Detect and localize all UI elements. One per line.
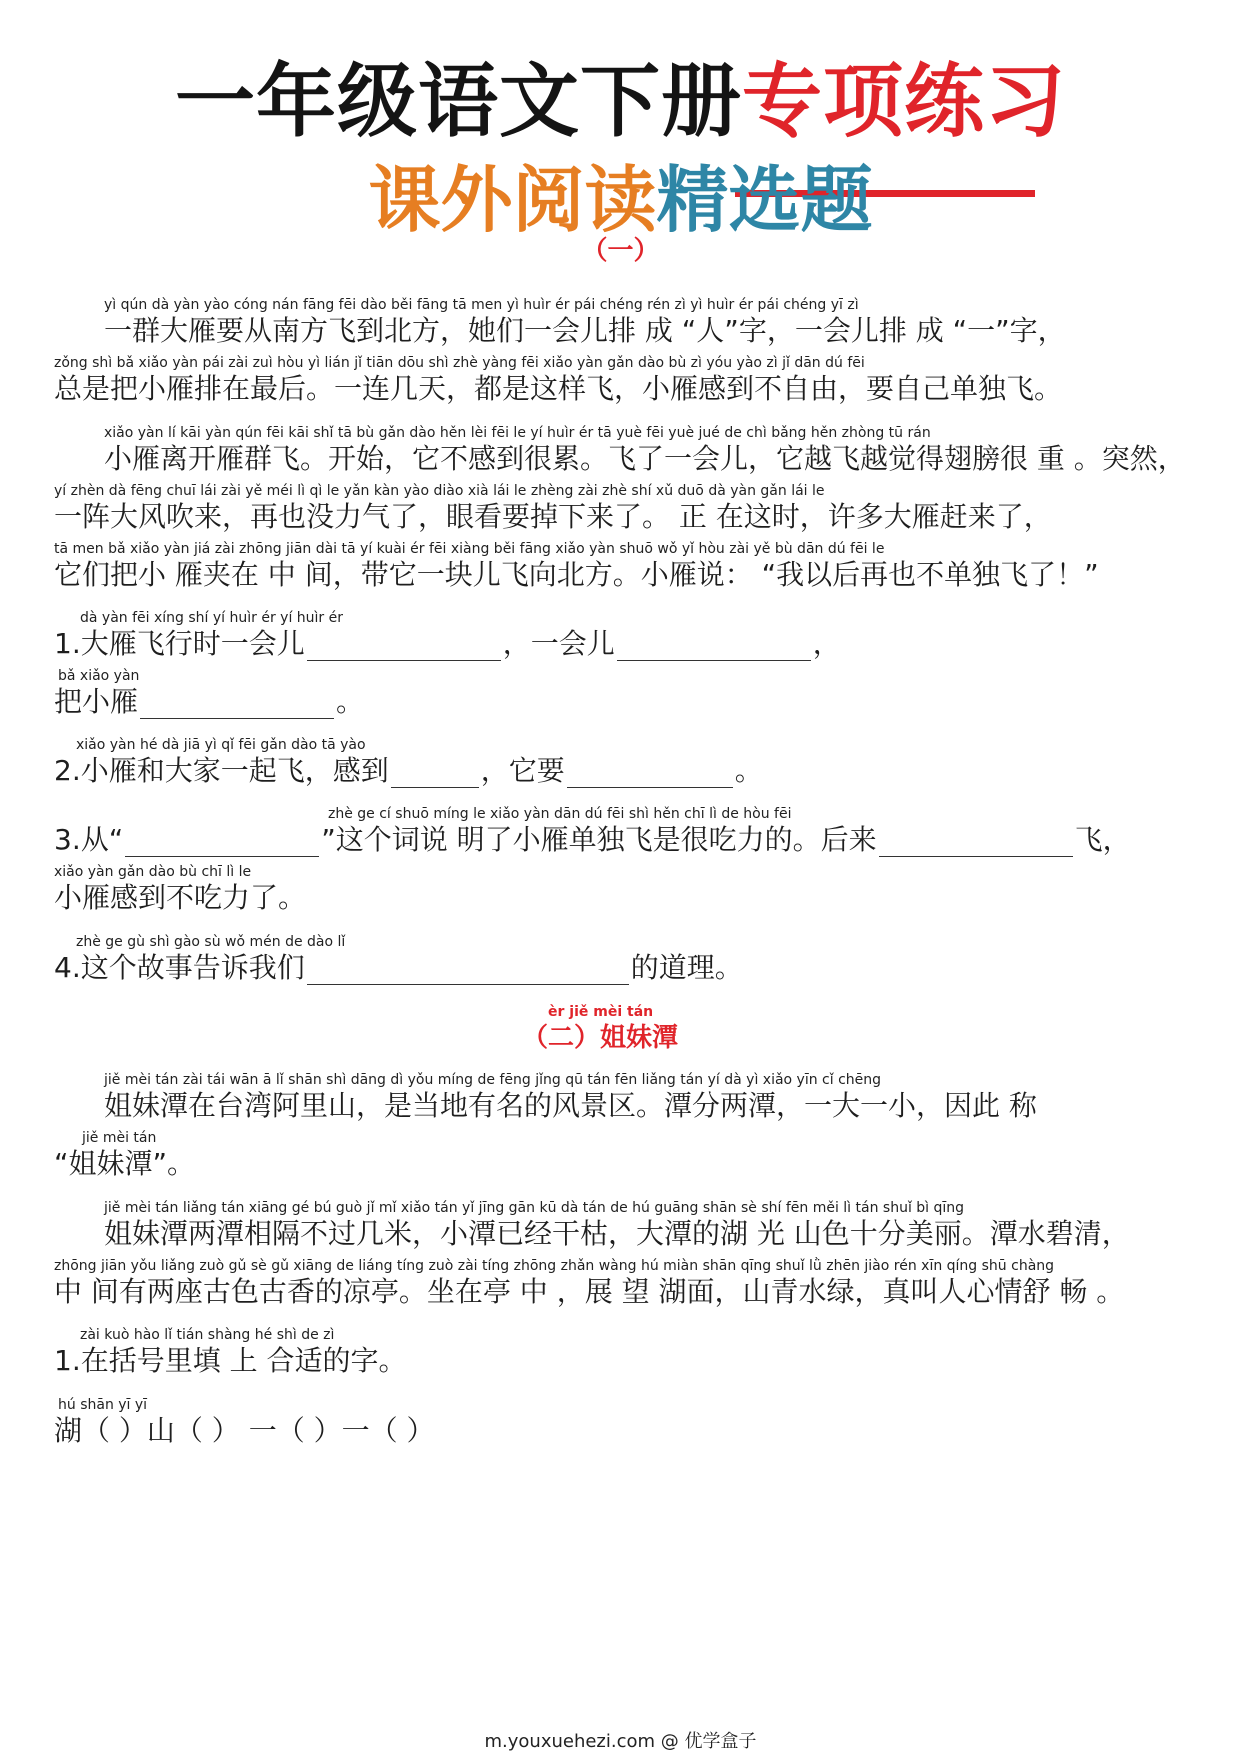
title-reading: 课外阅读 (368, 158, 657, 242)
pinyin: xiǎo yàn gǎn dào bù chī lì le (54, 864, 252, 880)
pinyin: zǒng shì bǎ xiǎo yàn pái zài zuì hòu yì lián jǐ tiān dōu shì zhè yàng fēi xiǎo yàn gǎn dào bù zì yóu yào zì jǐ dān dú fēi (54, 355, 865, 371)
footer-source: m.youxuehezi.com @ 优学盒子 (484, 1731, 757, 1752)
question-text: ，一会儿 (502, 627, 615, 660)
pinyin: yì qún dà yàn yào cóng nán fāng fēi dào běi fāng tā men yì huìr ér pái chéng rén zì yì huìr ér pái chéng yī zì (104, 297, 859, 313)
question-text: 把小雁 (54, 685, 139, 718)
text: 小雁离开雁群飞。开始，它不感到很累。飞了一会儿，它越飞越觉得翅膀很 重 。突然， (104, 442, 1186, 475)
question-text: ”这个词说 明了小雁单独飞是很吃力的。后来 (321, 823, 877, 856)
question-text: ， (812, 627, 841, 660)
question-text: 1.大雁飞行时一会儿 (54, 627, 305, 660)
question-text: ，它要 (480, 754, 565, 787)
text: 一群大雁要从南方飞到北方，她们一会儿排 成 “人”字，一会儿排 成 “一”字， (104, 314, 1066, 347)
question-text: 。 (336, 685, 365, 718)
text: 它们把小 雁夹在 中 间，带它一块儿飞向北方。小雁说： “我以后再也不单独飞了！” (54, 558, 1099, 591)
pinyin: xiǎo yàn hé dà jiā yì qǐ fēi gǎn dào tā yào (76, 737, 366, 753)
question-text: 3.从“ (54, 823, 124, 856)
pinyin: xiǎo yàn lí kāi yàn qún fēi kāi shǐ tā bù gǎn dào hěn lèi fēi le yí huìr ér tā yuè fēi yuè jué de chì bǎng hěn zhòng tū rán (104, 425, 931, 441)
question-text: 1.在括号里填 上 合适的字。 (54, 1344, 407, 1377)
title-selected: 精选题 (656, 158, 873, 242)
pinyin: zhōng jiān yǒu liǎng zuò gǔ sè gǔ xiāng de liáng tíng zuò zài tíng zhōng zhǎn wàng hú miàn shān qīng shuǐ lǜ zhēn jiào rén xīn qíng shū chàng (54, 1258, 1055, 1274)
text: “姐妹潭”。 (54, 1147, 196, 1180)
text: 总是把小雁排在最后。一连几天，都是这样飞，小雁感到不自由，要自己单独飞。 (54, 372, 1063, 405)
question-text: 飞， (1074, 823, 1131, 856)
pinyin: zhè ge gù shì gào sù wǒ mén de dào lǐ (76, 934, 346, 950)
section-1-heading: （一） (581, 236, 660, 266)
pinyin: zài kuò hào lǐ tián shàng hé shì de zì (80, 1327, 335, 1343)
pinyin: èr jiě mèi tán (548, 1004, 654, 1020)
title-special: 专项练习 (742, 55, 1066, 148)
title-grade: 一年级语文下册 (175, 55, 742, 148)
pinyin: tā men bǎ xiǎo yàn jiá zài zhōng jiān dài tā yí kuài ér fēi xiàng běi fāng xiǎo yàn shuō wǒ yǐ hòu zài yě bù dān dú fēi le (54, 541, 885, 557)
question-text: 。 (734, 754, 763, 787)
text: 姐妹潭在台湾阿里山，是当地有名的风景区。潭分两潭，一大一小，因此 称 (104, 1089, 1037, 1122)
section-2-title: （二）姐妹潭 (522, 1023, 679, 1053)
question-text: 小雁感到不吃力了。 (54, 881, 307, 914)
answer-blank[interactable] (391, 759, 479, 788)
answer-blank[interactable] (307, 956, 629, 985)
pinyin: jiě mèi tán liǎng tán xiāng gé bú guò jǐ mǐ xiǎo tán yǐ jīng gān kū dà tán de hú guāng shān sè shí fēn měi lì tán shuǐ bì qīng (104, 1200, 965, 1216)
answer-blank[interactable] (307, 632, 501, 661)
question-text: 4.这个故事告诉我们 (54, 951, 305, 984)
text: 一阵大风吹来，再也没力气了，眼看要掉下来了。 正 在这时，许多大雁赶来了， (54, 500, 1052, 533)
pinyin: hú shān yī yī (58, 1397, 148, 1413)
question-text: 的道理。 (630, 951, 743, 984)
answer-blank[interactable] (125, 828, 319, 857)
pinyin: dà yàn fēi xíng shí yí huìr ér yí huìr ér (80, 610, 343, 626)
pinyin: jiě mèi tán zài tái wān ā lǐ shān shì dāng dì yǒu míng de fēng jǐng qū tán fēn liǎng tán yí dà yì xiǎo yīn cǐ chēng (104, 1072, 882, 1088)
text: 中 间有两座古色古香的凉亭。坐在亭 中 ，展 望 湖面，山青水绿，真叫人心情舒 畅 。 (54, 1275, 1125, 1308)
text: 姐妹潭两潭相隔不过几米，小潭已经干枯，大潭的湖 光 山色十分美丽。潭水碧清， (104, 1217, 1130, 1250)
answer-blank[interactable] (879, 828, 1073, 857)
answer-blank[interactable] (567, 759, 733, 788)
question-text: 2.小雁和大家一起飞，感到 (54, 754, 389, 787)
pinyin: zhè ge cí shuō míng le xiǎo yàn dān dú fēi shì hěn chī lì de hòu fēi (328, 806, 792, 822)
answer-blank[interactable] (140, 690, 334, 719)
pinyin: bǎ xiǎo yàn (58, 668, 140, 684)
fill-text[interactable]: 湖（ ）山（ ） 一（ ）一（ ） (54, 1414, 435, 1447)
answer-blank[interactable] (617, 632, 811, 661)
pinyin: yí zhèn dà fēng chuī lái zài yě méi lì qì le yǎn kàn yào diào xià lái le zhèng zài zhè shí xǔ duō dà yàn gǎn lái le (54, 483, 825, 499)
pinyin: jiě mèi tán (82, 1130, 157, 1146)
title-line-1 (0, 52, 1241, 152)
